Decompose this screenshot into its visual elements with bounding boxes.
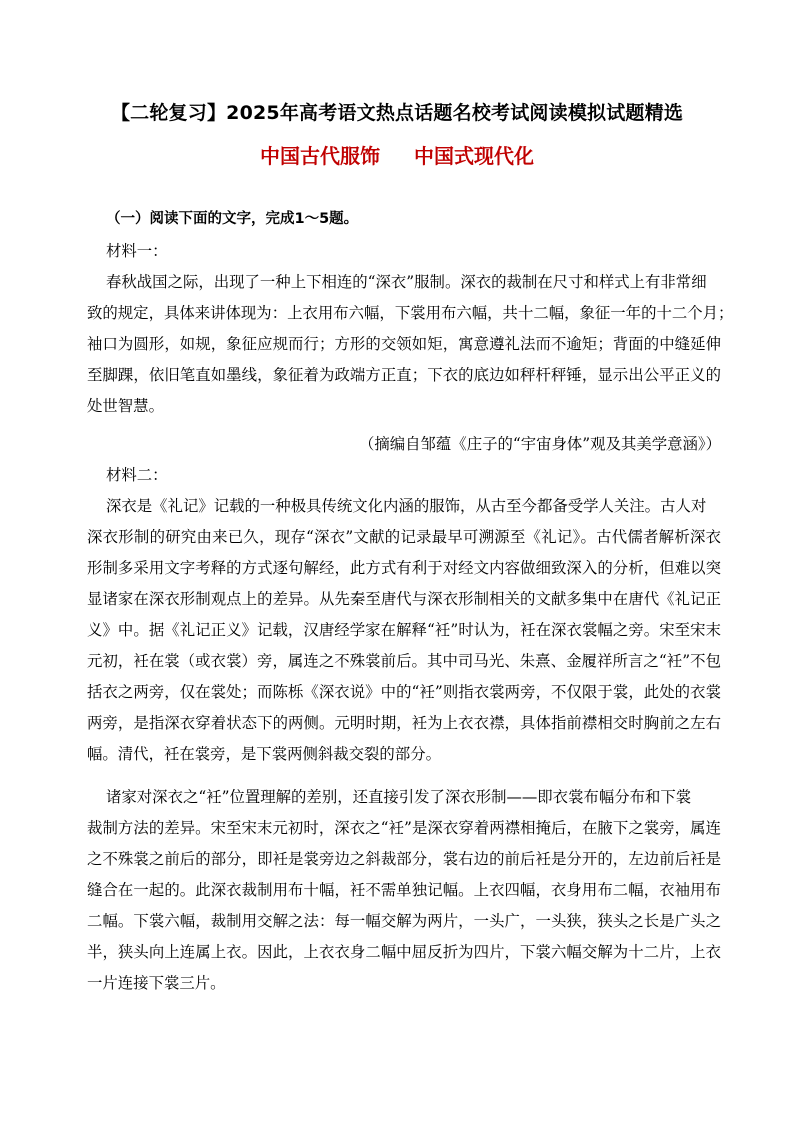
material-2-para2-line: 裁制方法的差异。宋至宋末元初时，深衣之“衽”是深衣穿着两襟相掩后，在腋下之裳旁，属连: [87, 819, 721, 837]
material-2-para2-line: 半，狭头向上连属上衣。因此，上衣衣身二幅中屈反折为四片，下裳六幅交解为十二片，上衣: [87, 943, 721, 961]
material-1-line: 袖口为圆形，如规，象征应规而行；方形的交领如矩，寓意遵礼法而不逾矩；背面的中缝延伸: [87, 335, 721, 353]
topic-ancient-clothing: 中国古代服饰: [260, 144, 380, 168]
material-2-para1-line: 元初，衽在裳（或衣裳）旁，属连之不殊裳前后。其中司马光、朱熹、金履祥所言之“衽”不包: [87, 652, 721, 670]
material-2-para2-line: 诸家对深衣之“衽”位置理解的差别，还直接引发了深衣形制——即衣裳布幅分布和下裳: [106, 788, 692, 806]
material-2-para1-line: 两旁，是指深衣穿着状态下的两侧。元明时期，衽为上衣衣襟，具体指前襟相交时胸前之左右: [87, 714, 721, 732]
material-1-line: 致的规定，具体来讲体现为：上衣用布六幅，下裳用布六幅，共十二幅，象征一年的十二个月；: [87, 304, 734, 322]
material-2-para1-line: 幅。清代，衽在裳旁，是下裳两侧斜裁交裂的部分。: [87, 745, 441, 763]
material-1-source: （摘编自邹蕴《庄子的“宇宙身体”观及其美学意涵》）: [358, 435, 721, 453]
section-instruction: （一）阅读下面的文字，完成1～5题。: [106, 211, 359, 227]
material-2-para1-line: 括衣之两旁，仅在裳处；而陈栎《深衣说》中的“衽”则指衣裳两旁，不仅限于裳，此处的衣裳: [87, 683, 721, 701]
material-2-para1-line: 义》中。据《礼记正义》记载，汉唐经学家在解释“衽”时认为，衽在深衣裳幅之旁。宋至宋末: [87, 621, 721, 639]
material-1-line: 处世智慧。: [87, 397, 164, 415]
material-2-para1-line: 形制多采用文字考释的方式逐句解经，此方式有利于对经文内容做细致深入的分析，但难以突: [87, 559, 721, 577]
material-1-line: 春秋战国之际，出现了一种上下相连的“深衣”服制。深衣的裁制在尺寸和样式上有非常细: [106, 273, 707, 291]
material-2-para2-line: 之不殊裳之前后的部分，即衽是裳旁边之斜裁部分，裳右边的前后衽是分开的，左边前后衽是: [87, 850, 721, 868]
topic-subtitle: [0, 140, 794, 169]
material-1-label: 材料一：: [106, 242, 168, 260]
material-2-para1-line: 深衣形制的研究由来已久，现存“深衣”文献的记录最早可溯源至《礼记》。古代儒者解析深衣: [87, 528, 721, 546]
page-title: 【二轮复习】2025年高考语文热点话题名校考试阅读模拟试题精选: [110, 102, 684, 124]
topic-modernization: 中国式现代化: [414, 144, 534, 168]
material-2-para1-line: 显诸家在深衣形制观点上的差异。从先秦至唐代与深衣形制相关的文献多集中在唐代《礼记正: [87, 590, 721, 608]
material-2-para2-line: 一片连接下裳三片。: [87, 974, 226, 992]
material-1-line: 至脚踝，依旧笔直如墨线，象征着为政端方正直；下衣的底边如秤杆秤锤，显示出公平正义的: [87, 366, 721, 384]
material-2-para2-line: 缝合在一起的。此深衣裁制用布十幅，衽不需单独记幅。上衣四幅，衣身用布二幅，衣袖用布: [87, 881, 721, 899]
material-2-para2-line: 二幅。下裳六幅，裁制用交解之法：每一幅交解为两片，一头广，一头狭，狭头之长是广头之: [87, 912, 721, 930]
material-2-label: 材料二：: [106, 466, 168, 484]
material-2-para1-line: 深衣是《礼记》记载的一种极具传统文化内涵的服饰，从古至今都备受学人关注。古人对: [106, 497, 707, 515]
